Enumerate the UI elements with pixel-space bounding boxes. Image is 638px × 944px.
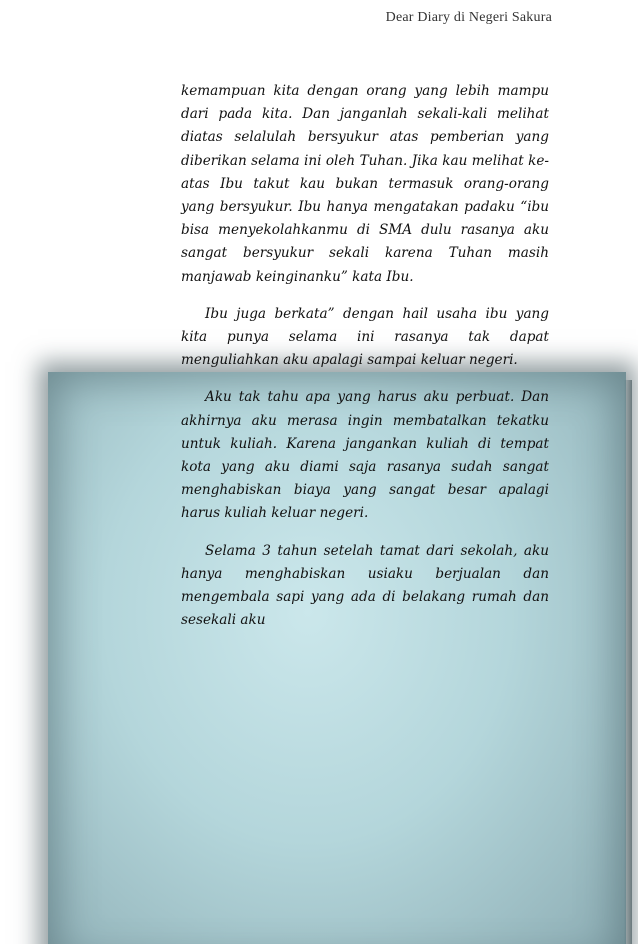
- paragraph-4: Selama 3 tahun setelah tamat dari sekolah, aku hanya menghabiskan usiaku berjualan dan mengembala sapi yang ada di belakang rumah dan sesekali aku: [181, 542, 549, 629]
- paragraph-3: Aku tak tahu apa yang harus aku perbuat. Dan akhirnya aku merasa ingin membatalkan tekatku untuk kuliah. Karena jangankan kuliah di tempat kota yang aku diami saja rasanya sudah sangat menghabiskan biaya yang sangat besar apalagi harus kuliah keluar negeri.: [181, 389, 549, 522]
- paragraph-2: Ibu juga berkata” dengan hail usaha ibu yang kita punya selama ini rasanya tak dapat menguliahkan aku apalagi sampai keluar negeri.: [181, 305, 549, 369]
- running-header: Dear Diary di Negeri Sakura: [385, 10, 552, 25]
- panel-shadow-edge: [624, 380, 632, 944]
- body-text: [181, 80, 549, 632]
- paragraph-1: kemampuan kita dengan orang yang lebih mampu dari pada kita. Dan janganlah sekali-kali melihat diatas selalulah bersyukur atas pemberian yang diberikan selama ini oleh Tuhan. Jika kau melihat ke-atas Ibu takut kau bukan termasuk orang-orang yang bersyukur. Ibu hanya mengatakan padaku “ibu bisa menyekolahkanmu di SMA dulu rasanya aku sangat bersyukur sekali karena Tuhan masih manjawab keinginanku” kata Ibu.: [181, 83, 549, 285]
